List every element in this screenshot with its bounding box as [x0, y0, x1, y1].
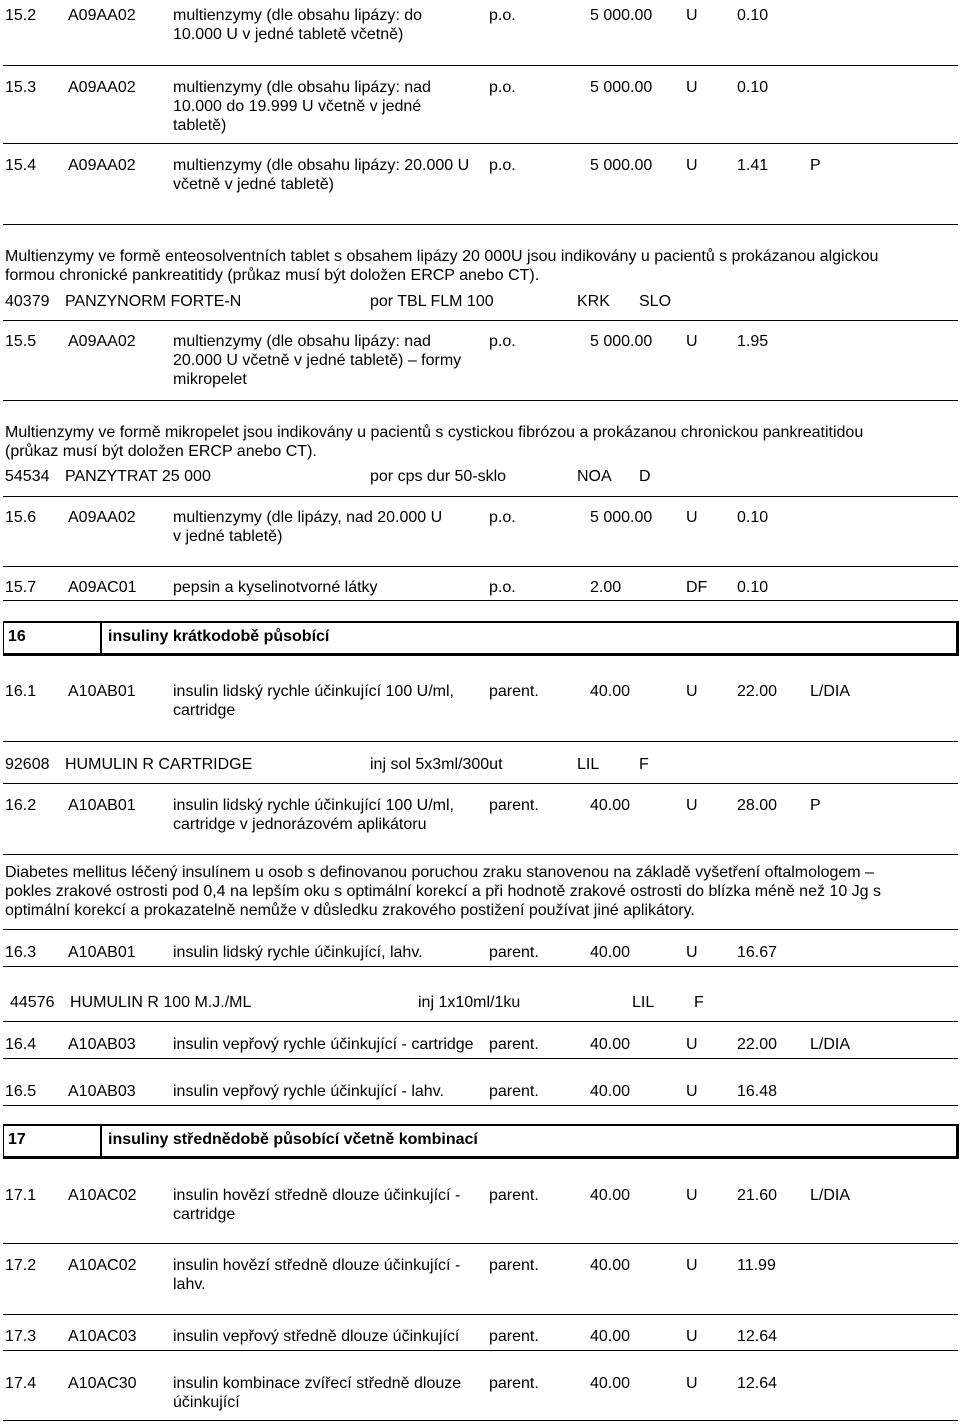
note-line: formou chronické pankreatitidy (průkaz musí být doložen ERCP anebo CT). [5, 267, 540, 284]
item-description: multienzymy (dle obsahu lipázy: nad [173, 333, 431, 350]
item-number: 16.4 [5, 1036, 37, 1053]
ddd-value: 40.00 [590, 1375, 631, 1392]
item-number: 17.3 [5, 1328, 37, 1345]
ddd-unit: U [686, 157, 698, 174]
section-header [3, 1124, 959, 1159]
item-number: 17.4 [5, 1375, 37, 1392]
item-description: 10.000 U v jedné tabletě včetně) [173, 26, 404, 43]
note-flag: P [810, 797, 821, 814]
row-divider [3, 224, 958, 225]
row-divider [3, 741, 958, 742]
note-flag: P [810, 157, 821, 174]
ddd-value: 5 000.00 [590, 509, 653, 526]
item-number: 16.3 [5, 944, 37, 961]
ddd-unit: U [686, 509, 698, 526]
item-description: cartridge [173, 1206, 236, 1223]
note-line: (průkaz musí být doložen ERCP anebo CT). [5, 443, 317, 460]
row-divider [3, 1420, 958, 1421]
item-number: 15.7 [5, 579, 37, 596]
atc-code: A09AA02 [68, 509, 136, 526]
item-number: 17.1 [5, 1187, 37, 1204]
note-line: pokles zrakové ostrosti pod 0,4 na lepším oku s optimální korekcí a při hodnotě zrakové ostrosti do blízka méně než 10 Jg s [5, 883, 882, 900]
route: p.o. [489, 509, 516, 526]
ddd-unit: U [686, 1083, 698, 1100]
route: parent. [489, 1257, 539, 1274]
route: p.o. [489, 79, 516, 96]
atc-code: A09AA02 [68, 79, 136, 96]
item-description: multienzymy (dle lipázy, nad 20.000 U [173, 509, 443, 526]
section-number: 17 [8, 1131, 26, 1148]
note-line: Multienzymy ve formě mikropelet jsou indikovány u pacientů s cystickou fibrózou a prokázanou chronickou pankreatitidou [5, 424, 864, 441]
ddd-value: 5 000.00 [590, 79, 653, 96]
ddd-unit: U [686, 1036, 698, 1053]
note-line: Multienzymy ve formě enteosolventních tablet s obsahem lipázy 20 000U jsou indikovány u pacientů s prokázanou algickou [5, 248, 879, 265]
route: parent. [489, 797, 539, 814]
item-description: multienzymy (dle obsahu lipázy: 20.000 U [173, 157, 470, 174]
row-divider [3, 566, 958, 567]
ddd-value: 5 000.00 [590, 7, 653, 24]
row-divider [3, 320, 958, 321]
item-description: insulin lidský rychle účinkující 100 U/ml, [173, 797, 454, 814]
atc-code: A09AA02 [68, 157, 136, 174]
row-divider [3, 783, 958, 784]
row-divider [3, 143, 958, 144]
section-title: insuliny krátkodobě působící [108, 628, 330, 645]
ddd-unit: U [686, 797, 698, 814]
ddd-value: 40.00 [590, 1187, 631, 1204]
item-description: insulin vepřový rychle účinkující - lahv. [173, 1083, 444, 1100]
product-holder: LIL [577, 756, 600, 773]
product-form: por TBL FLM 100 [370, 293, 494, 310]
atc-code: A10AB01 [68, 944, 136, 961]
item-description: tabletě) [173, 117, 227, 134]
row-divider [3, 1314, 958, 1315]
ddd-value: 5 000.00 [590, 333, 653, 350]
product-code: 92608 [5, 756, 50, 773]
product-holder: NOA [577, 468, 612, 485]
item-number: 15.4 [5, 157, 37, 174]
price: 16.67 [737, 944, 778, 961]
route: parent. [489, 1328, 539, 1345]
item-description: insulin vepřový středně dlouze účinkující [173, 1328, 460, 1345]
product-name: PANZYNORM FORTE-N [65, 293, 242, 310]
route: parent. [489, 1375, 539, 1392]
atc-code: A09AA02 [68, 7, 136, 24]
atc-code: A10AB03 [68, 1083, 136, 1100]
indication-note [5, 423, 910, 461]
product-form: inj sol 5x3ml/300ut [370, 756, 503, 773]
item-number: 16.5 [5, 1083, 37, 1100]
row-divider [3, 966, 958, 967]
item-description: pepsin a kyselinotvorné látky [173, 579, 378, 596]
product-form: por cps dur 50-sklo [370, 468, 507, 485]
item-number: 17.2 [5, 1257, 37, 1274]
item-description: insulin lidský rychle účinkující, lahv. [173, 944, 423, 961]
route: parent. [489, 1083, 539, 1100]
section-header [3, 621, 959, 656]
row-divider [3, 1021, 958, 1022]
note-flag: L/DIA [810, 1187, 851, 1204]
price: 28.00 [737, 797, 778, 814]
section-divider [100, 623, 102, 653]
ddd-unit: U [686, 1375, 698, 1392]
item-number: 15.5 [5, 333, 37, 350]
product-code: 40379 [5, 293, 50, 310]
product-country: SLO [639, 293, 672, 310]
ddd-unit: U [686, 79, 698, 96]
ddd-unit: DF [686, 579, 708, 596]
section-divider [100, 1126, 102, 1156]
row-divider [3, 1105, 958, 1106]
route: parent. [489, 944, 539, 961]
ddd-value: 2.00 [590, 579, 622, 596]
route: parent. [489, 1187, 539, 1204]
item-description: multienzymy (dle obsahu lipázy: do [173, 7, 423, 24]
product-country: F [694, 994, 704, 1011]
item-description: insulin vepřový rychle účinkující - cartridge [173, 1036, 474, 1053]
atc-code: A09AC01 [68, 579, 137, 596]
route: p.o. [489, 333, 516, 350]
atc-code: A10AC03 [68, 1328, 137, 1345]
product-holder: LIL [632, 994, 655, 1011]
ddd-value: 5 000.00 [590, 157, 653, 174]
item-description: multienzymy (dle obsahu lipázy: nad [173, 79, 431, 96]
atc-code: A10AC02 [68, 1257, 137, 1274]
atc-code: A10AC30 [68, 1375, 137, 1392]
item-description: 10.000 do 19.999 U včetně v jedné [173, 98, 422, 115]
price: 12.64 [737, 1328, 778, 1345]
atc-code: A10AB01 [68, 683, 136, 700]
item-description: mikropelet [173, 371, 247, 388]
atc-code: A09AA02 [68, 333, 136, 350]
note-flag: L/DIA [810, 1036, 851, 1053]
item-number: 15.3 [5, 79, 37, 96]
item-description: v jedné tabletě) [173, 528, 283, 545]
row-divider [3, 65, 958, 66]
product-name: HUMULIN R 100 M.J./ML [70, 994, 252, 1011]
ddd-unit: U [686, 333, 698, 350]
route: parent. [489, 683, 539, 700]
price: 11.99 [737, 1257, 776, 1274]
row-divider [3, 854, 958, 855]
item-number: 16.2 [5, 797, 37, 814]
note-line: Diabetes mellitus léčený insulínem u osob s definovanou poruchou zraku stanovenou na základě vyšetření oftalmologem – [5, 864, 874, 881]
indication-note [5, 863, 910, 920]
row-divider [3, 496, 958, 497]
row-divider [3, 600, 958, 601]
section-number: 16 [8, 628, 26, 645]
ddd-unit: U [686, 1187, 698, 1204]
row-divider [3, 1058, 958, 1059]
atc-code: A10AC02 [68, 1187, 137, 1204]
item-description: insulin kombinace zvířecí středně dlouze [173, 1375, 462, 1392]
ddd-unit: U [686, 683, 698, 700]
ddd-unit: U [686, 1257, 698, 1274]
indication-note [5, 247, 910, 285]
item-number: 15.6 [5, 509, 37, 526]
route: parent. [489, 1036, 539, 1053]
item-description: včetně v jedné tabletě) [173, 176, 334, 193]
price: 16.48 [737, 1083, 778, 1100]
item-description: insulin hovězí středně dlouze účinkující - [173, 1257, 461, 1274]
price: 0.10 [737, 509, 769, 526]
price: 0.10 [737, 7, 769, 24]
note-flag: L/DIA [810, 683, 851, 700]
item-description: cartridge v jednorázovém aplikátoru [173, 816, 427, 833]
product-name: HUMULIN R CARTRIDGE [65, 756, 253, 773]
ddd-value: 40.00 [590, 1328, 631, 1345]
price: 12.64 [737, 1375, 778, 1392]
product-code: 54534 [5, 468, 50, 485]
row-divider [3, 929, 958, 930]
section-title: insuliny střednědobě působící včetně kombinací [108, 1131, 478, 1148]
price: 1.95 [737, 333, 769, 350]
route: p.o. [489, 7, 516, 24]
item-number: 16.1 [5, 683, 37, 700]
ddd-value: 40.00 [590, 797, 631, 814]
price: 21.60 [737, 1187, 778, 1204]
price: 22.00 [737, 1036, 778, 1053]
note-line: optimální korekcí a prokazatelně nemůže v důsledku zrakového postižení používat jiné aplikátory. [5, 902, 695, 919]
price: 0.10 [737, 79, 769, 96]
price: 1.41 [737, 157, 769, 174]
ddd-value: 40.00 [590, 1036, 631, 1053]
item-description: 20.000 U včetně v jedné tabletě) – formy [173, 352, 462, 369]
price: 22.00 [737, 683, 778, 700]
ddd-unit: U [686, 944, 698, 961]
row-divider [3, 1350, 958, 1351]
product-country: D [639, 468, 651, 485]
atc-code: A10AB01 [68, 797, 136, 814]
item-description: insulin lidský rychle účinkující 100 U/ml, [173, 683, 454, 700]
ddd-value: 40.00 [590, 1257, 631, 1274]
item-description: lahv. [173, 1276, 206, 1293]
ddd-value: 40.00 [590, 1083, 631, 1100]
row-divider [3, 1243, 958, 1244]
item-description: insulin hovězí středně dlouze účinkující - [173, 1187, 461, 1204]
product-name: PANZYTRAT 25 000 [65, 468, 211, 485]
product-form: inj 1x10ml/1ku [418, 994, 521, 1011]
route: p.o. [489, 579, 516, 596]
row-divider [3, 400, 958, 401]
ddd-unit: U [686, 7, 698, 24]
atc-code: A10AB03 [68, 1036, 136, 1053]
item-description: účinkující [173, 1394, 240, 1411]
ddd-value: 40.00 [590, 944, 631, 961]
product-country: F [639, 756, 649, 773]
ddd-value: 40.00 [590, 683, 631, 700]
product-code: 44576 [10, 994, 55, 1011]
ddd-unit: U [686, 1328, 698, 1345]
item-description: cartridge [173, 702, 236, 719]
item-number: 15.2 [5, 7, 37, 24]
price: 0.10 [737, 579, 769, 596]
product-holder: KRK [577, 293, 610, 310]
route: p.o. [489, 157, 516, 174]
